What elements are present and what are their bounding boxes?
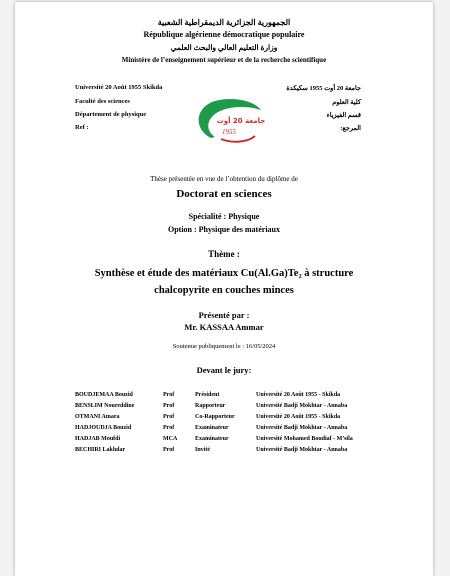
jury-grade: Prof [163, 414, 175, 420]
left-ref: Ref : [75, 124, 89, 131]
thesis-speciality: Spécialité : Physique [188, 212, 260, 221]
jury-role: Président [195, 392, 220, 398]
jury-grade: Prof [163, 447, 175, 453]
jury-role: Invité [195, 447, 210, 453]
thesis-degree: Doctorat en sciences [176, 188, 272, 200]
jury-grade: Prof [163, 403, 175, 409]
theme-label: Thème : [208, 249, 240, 259]
jury-name: HADJOUDJA Bouzid [75, 425, 132, 431]
jury-name: HADJAB Moufdi [75, 436, 121, 442]
left-faculty: Faculté des sciences [75, 98, 130, 105]
jury-name: BOUDJEMAA Bouzid [75, 392, 133, 398]
logo-year: 1955 [222, 128, 236, 136]
jury-role: Co-Rapporteur [195, 414, 235, 420]
jury-university: Université 20 Août 1955 - Skikda [256, 414, 341, 420]
jury-name: BENSLIM Noureddine [75, 403, 135, 409]
right-department: قسم الفيزياء [326, 112, 361, 119]
jury-role: Examinateur [195, 425, 229, 431]
jury-university: Université Badji Mokhtar - Annaba [256, 447, 348, 453]
author-name: Mr. KASSAA Ammar [184, 322, 264, 332]
header-arabic-ministry: وزارة التعليم العالي والبحث العلمي [170, 43, 278, 52]
jury-role: Examinateur [195, 436, 229, 442]
right-university: جامعة 20 أوت 1955 سكيكدة [286, 85, 361, 92]
jury-heading: Devant le jury: [196, 365, 252, 375]
jury-university: Université Mohamed Boudiaf - M’sila [256, 436, 353, 442]
defense-date: Soutenue publiquement le : 16/05/2024 [172, 343, 276, 350]
thesis-title-line-2: chalcopyrite en couches minces [154, 285, 294, 296]
header-french-ministry: Ministère de l’enseignement supérieur et de la recherche scientifique [121, 56, 327, 64]
jury-university: Université Badji Mokhtar - Annaba [256, 403, 348, 409]
jury-university: Université Badji Mokhtar - Annaba [256, 425, 348, 431]
jury-university: Université 20 Août 1955 - Skikda [256, 392, 341, 398]
logo-arabic-text: جامعة 20 أوت [216, 117, 266, 125]
header-french-republic: République algérienne démocratique populaire [143, 30, 305, 39]
thesis-intro: Thèse présentée en vue de l’obtention du diplôme de [150, 175, 298, 183]
jury-grade: Prof [163, 425, 175, 431]
jury-name: OTMANI Amara [75, 414, 120, 420]
jury-role: Rapporteur [195, 403, 226, 409]
left-department: Département de physique [75, 111, 147, 118]
header-arabic-republic: الجمهورية الجزائرية الديمقراطية الشعبية [157, 18, 291, 27]
logo-red-stroke [221, 136, 255, 142]
document-page [15, 2, 433, 576]
university-logo [191, 93, 275, 149]
thesis-title-line-1: Synthèse et étude des matériaux Cu(Al.Ga)Te₂ à structure [94, 268, 354, 279]
jury-grade: Prof [163, 392, 175, 398]
jury-grade: MCA [163, 436, 178, 442]
right-faculty: كلية العلوم [332, 99, 361, 106]
thesis-option: Option : Physique des matériaux [167, 225, 280, 234]
jury-name: BECHIRI Lakhdar [75, 447, 126, 453]
left-university: Université 20 Août 1955 Skikda [75, 84, 163, 91]
right-ref: المرجع: [340, 125, 361, 132]
presented-by-label: Présenté par : [198, 310, 250, 320]
